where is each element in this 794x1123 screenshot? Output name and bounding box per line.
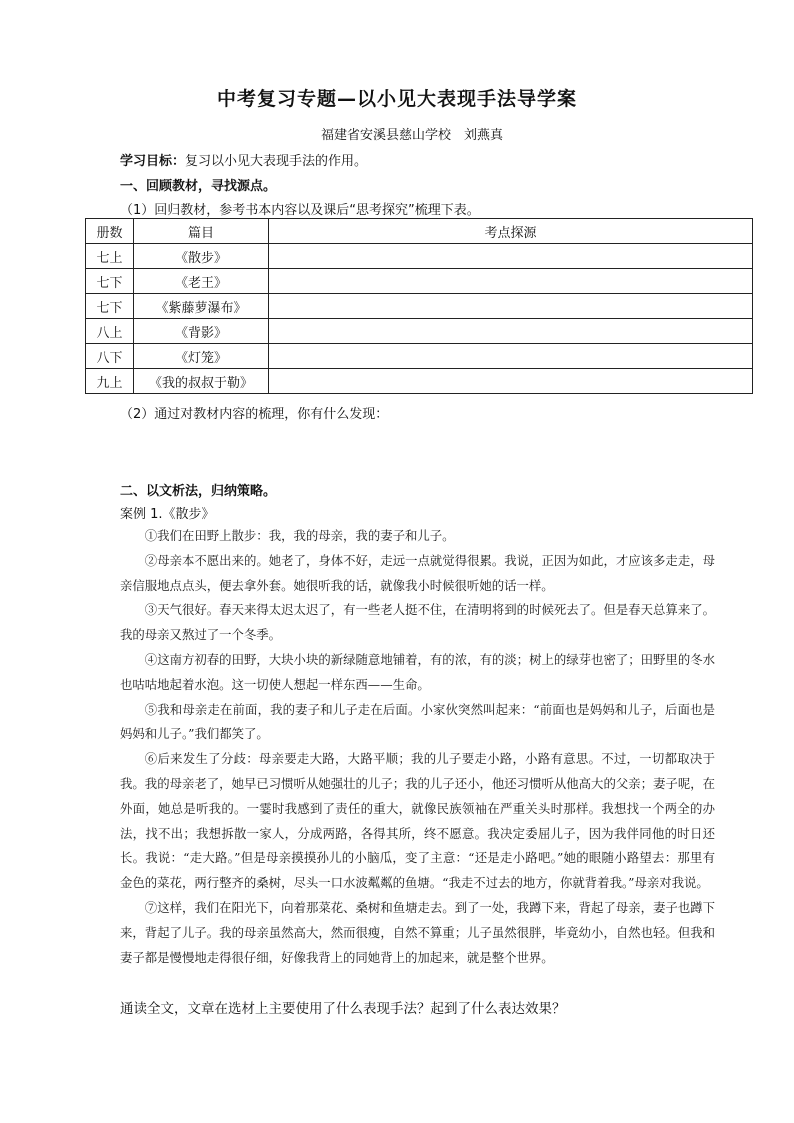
table-row (86, 269, 753, 294)
essay-paragraph: ⑤我和母亲走在前面，我的妻子和儿子走在后面。小家伙突然叫起来：“前面也是妈妈和儿子，后面也是妈妈和儿子。”我们都笑了。 (120, 701, 715, 742)
cell-volume: 九上 (86, 369, 134, 394)
cell-title: 《灯笼》 (134, 344, 269, 369)
section-2-heading: 二、以文析法，归纳策略。 (120, 484, 277, 499)
table-row (86, 344, 753, 369)
cell-notes[interactable] (269, 244, 753, 269)
page-title: 中考复习专题—以小见大表现手法导学案 (216, 88, 577, 110)
textbook-review-table (85, 218, 753, 394)
learning-goal-text: 复习以小见大表现手法的作用。 (185, 154, 368, 169)
table-row (86, 294, 753, 319)
cell-volume: 七上 (86, 244, 134, 269)
table-row (86, 369, 753, 394)
essay-paragraph: ④这南方初春的田野，大块小块的新绿随意地铺着，有的浓，有的淡；树上的绿芽也密了；田野里的冬水也咕咕地起着水泡。这一切使人想起一样东西——生命。 (120, 651, 715, 692)
table-row (86, 319, 753, 344)
learning-goal-label: 学习目标： (120, 154, 186, 169)
cell-volume: 七下 (86, 294, 134, 319)
essay-paragraph: ③天气很好。春天来得太迟太迟了，有一些老人挺不住，在清明将到的时候死去了。但是春天总算来了。我的母亲又熬过了一个冬季。 (120, 602, 715, 643)
cell-notes[interactable] (269, 294, 753, 319)
cell-title: 《背影》 (134, 319, 269, 344)
cell-notes[interactable] (269, 319, 753, 344)
cell-title: 《散步》 (134, 244, 269, 269)
cell-notes[interactable] (269, 369, 753, 394)
learning-goal (120, 150, 367, 169)
essay-paragraph: ⑥后来发生了分歧：母亲要走大路，大路平顺；我的儿子要走小路，小路有意思。不过，一切都取决于我。我的母亲老了，她早已习惯听从她强壮的儿子；我的儿子还小，他还习惯听从他高大的父亲；妻子呢，在外面，她总是听我的。一霎时我感到了责任的重大，就像民族领袖在严重关头时那样。我想找一个两全的办法，找不出；我想拆散一家人，分成两路，各得其所，终不愿意。我决定委屈儿子，因为我伴同他的时日还长。我说：“走大路。”但是母亲摸摸孙儿的小脑瓜，变了主意：“还是走小路吧。”她的眼随小路望去：那里有金色的菜花，两行整齐的桑树，尽头一口水波粼粼的鱼塘。“我走不过去的地方，你就背着我。”母亲对我说。 (120, 751, 715, 891)
essay-paragraph: ①我们在田野上散步：我，我的母亲，我的妻子和儿子。 (144, 528, 455, 543)
discussion-question: 通读全文，文章在选材上主要使用了什么表现手法？起到了什么表达效果？ (120, 1001, 566, 1017)
cell-volume: 七下 (86, 269, 134, 294)
cell-notes[interactable] (269, 269, 753, 294)
step-1-instruction: （1）回归教材，参考书本内容以及课后“思考探究”梳理下表。 (120, 203, 480, 218)
table-header-row (86, 219, 753, 244)
cell-title: 《紫藤萝瀑布》 (134, 294, 269, 319)
cell-notes[interactable] (269, 344, 753, 369)
column-header-title: 篇目 (134, 219, 269, 244)
cell-volume: 八下 (86, 344, 134, 369)
author-line: 福建省安溪县慈山学校 刘燕真 (320, 128, 503, 143)
cell-volume: 八上 (86, 319, 134, 344)
essay-paragraph: ⑦这样，我们在阳光下，向着那菜花、桑树和鱼塘走去。到了一处，我蹲下来，背起了母亲，妻子也蹲下来，背起了儿子。我的母亲虽然高大，然而很瘦，自然不算重；儿子虽然很胖，毕竟幼小，自然也轻。但我和妻子都是慢慢地走得很仔细，好像我背上的同她背上的加起来，就是整个世界。 (120, 899, 715, 965)
cell-title: 《我的叔叔于勒》 (134, 369, 269, 394)
essay-text (120, 524, 715, 970)
column-header-notes: 考点探源 (269, 219, 753, 244)
column-header-volume: 册数 (86, 219, 134, 244)
table-row (86, 244, 753, 269)
section-1-heading: 一、回顾教材，寻找源点。 (120, 179, 277, 194)
cell-title: 《老王》 (134, 269, 269, 294)
case-label: 案例 1.《散步》 (120, 507, 215, 522)
step-2-instruction: （2）通过对教材内容的梳理，你有什么发现： (120, 407, 389, 422)
essay-paragraph: ②母亲本不愿出来的。她老了，身体不好，走远一点就觉得很累。我说，正因为如此，才应该多走走，母亲信服地点点头，便去拿外套。她很听我的话，就像我小时候很听她的话一样。 (120, 552, 715, 593)
